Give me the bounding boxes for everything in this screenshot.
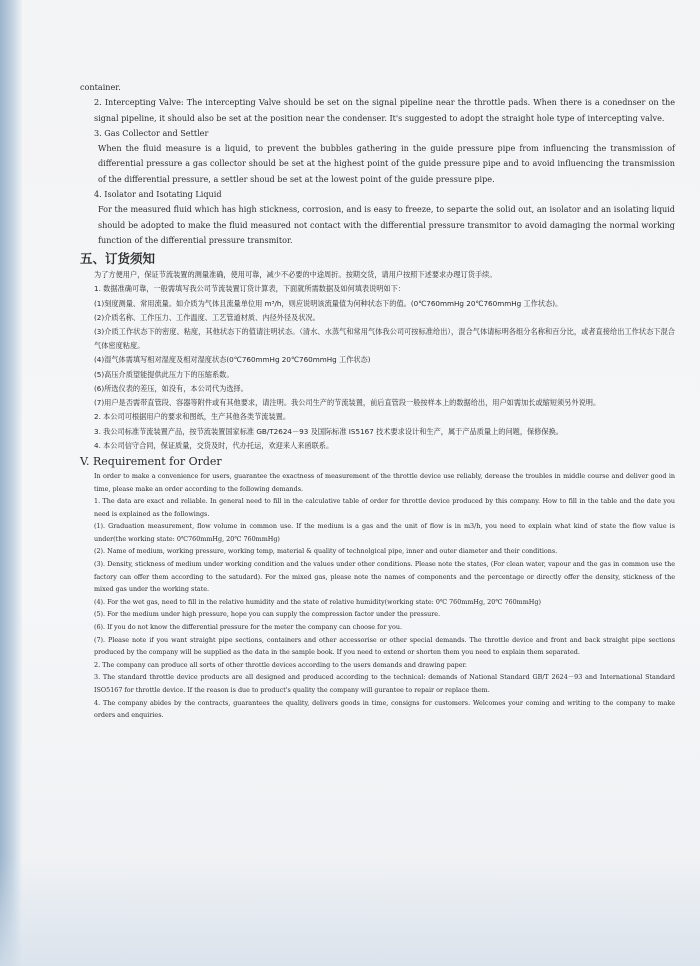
order-line: (2). Name of medium, working pressure, working temp, material & quality of technolgical pipe, inner and outer diameter and their conditions. xyxy=(94,547,558,556)
binding-gutter xyxy=(0,0,22,966)
order-line: (7). Please note if you want straight pipe sections, containers and other accessorise or other special demands. The throttle device and front and back straight pipe sections produced by the company will be supplied as the data in the sample book. If you need to extend or shorten them you need to explain them separated. xyxy=(94,635,675,657)
order-line: 3. The standard throttle device products are all designed and produced according to the technical: demands of National Standard GB/T 2624－93 and International Standard ISO5167 for throttle device. If the reason is due to product's quality the company will gurantee to repair or replace them. xyxy=(94,673,675,694)
cn-line: (7)用户是否需带直管段、容器等附件或有其他要求，请注明。我公司生产的节流装置，前后直管段一般按样本上的数据给出，用户如需加长或缩短须另外说明。 xyxy=(94,398,601,408)
bottom-shade xyxy=(0,856,700,966)
cn-line: 3. 我公司标准节流装置产品，按节流装置国家标准 GB/T2624－93 及国际标准 IS5167 技术要求设计和生产，属于产品质量上的问题，保修保换。 xyxy=(94,426,563,436)
order-line: (6). If you do not know the differential pressure for the meter the company can choose for you. xyxy=(94,623,403,632)
order-line: (5). For the medium under high pressure, hope you can supply the compression factor under the pressure. xyxy=(94,610,441,619)
order-line: 1. The data are exact and reliable. In general need to fill in the calculative table of order for throttle device produced by this company. How to fill in the table and the date you need is explained as the followings. xyxy=(94,497,675,518)
cn-line: (3)介质工作状态下的密度、粘度，其他状态下的值请注明状态。（清水、水蒸气和常用气体我公司可按标准给出），混合气体请标明各组分名称和百分比，或者直接给出工作状态下混合气体密度粘度。 xyxy=(94,327,675,351)
order-line: (4). For the wet gas, need to fill in the relative humidity and the state of relative humidity(working state: 0℃ 760mmHg, 20℃ 760mmHg) xyxy=(94,597,541,606)
order-line: 2. The company can produce all sorts of other throttle devices according to the users demands and drawing paper. xyxy=(94,660,467,669)
page-content xyxy=(80,80,675,722)
heading-gas-collector: 3. Gas Collector and Settler xyxy=(94,127,209,138)
cn-line: 1. 数据准确可靠，一般需填写我公司节流装置订货计算表，下面就所需数据及如何填表说明如下： xyxy=(94,284,406,294)
paragraph-gas-collector: When the fluid measure is a liquid, to prevent the bubbles gathering in the guide pressure pipe from influencing the transmission of differential pressure a gas collector should be set at the highest point of the guide pressure pipe and to avoid influencing the transmission of the differential pressure, a settler shoud be set at the lowest point of the guide pressure pipe. xyxy=(98,143,675,184)
instrument-notes-section xyxy=(80,80,675,248)
order-line: 4. The company abides by the contracts, guarantees the quality, delivers goods in time, consigns for customers. Welcomes your coming and writing to the company to make orders and enquiries. xyxy=(94,698,675,720)
order-line: (3). Density, stickness of medium under working condition and the values under other conditions. Please note the states, (For clean water, vapour and the gas in common use the factory can offer them according to the satudard). For the mixed gas, please note the names of components and the percentage or directly offer the density, stickness of the mixed gas under the working state. xyxy=(94,560,675,594)
section-heading-en: V. Requirement for Order xyxy=(80,454,222,468)
order-line: (1). Graduation measurement, flow volume in common use. If the medium is a gas and the unit of flow is in m3/h, you need to explain what kind of state the flow value is under(the working state: 0℃760mmHg, 20℃ 760mmHg) xyxy=(94,522,675,543)
cn-line: 2. 本公司可根据用户的要求和图纸，生产其他各类节流装置。 xyxy=(94,412,291,422)
paragraph-intercepting-valve: 2. Intercepting Valve: The intercepting Valve should be set on the signal pipeline near the throttle pads. When there is a conednser on the signal pipeline, it should also be set at the position near the condenser. It's suggested to adopt the straight hole type of intercepting valve. xyxy=(94,97,675,123)
section-heading-cn: 五、订货须知 xyxy=(80,251,156,267)
heading-isolator: 4. Isolator and Isotating Liquid xyxy=(94,189,222,200)
cn-line: (5)高压介质望能提供此压力下的压缩系数。 xyxy=(94,369,234,379)
cn-line: (2)介质名称、工作压力、工作温度、工艺管道材质、内径外径及状况。 xyxy=(94,312,320,322)
paragraph-continued: container. xyxy=(80,82,121,92)
order-line: In order to make a convenience for users, guarantee the exactness of measurement of the throttle device use reliably, derease the troubles in middle course and deliver good in time, please make an order according to the following demands. xyxy=(94,471,675,493)
order-requirements-en xyxy=(80,470,675,722)
cn-line: (1)刻度测量、常用流量。如介质为气体且流量单位用 m³/h，则应说明该流量值为何种状态下的值。(0℃760mmHg 20℃760mmHg 工作状态)。 xyxy=(94,298,563,308)
order-notice-cn xyxy=(80,268,675,453)
cn-line: (6)所选仪表的差压，如没有，本公司代为选择。 xyxy=(94,383,248,393)
paragraph-isolator: For the measured fluid which has high stickness, corrosion, and is easy to freeze, to separte the solid out, an isolator and an isolating liquid should be adopted to make the fluid measured not contact with the differential pressure transmitor to avoid damaging the normal working function of the differential pressure transmitor. xyxy=(98,204,675,245)
cn-line: 为了方便用户，保证节流装置的测量准确，使用可靠，减少不必要的中途周折。按期交货，请用户按照下述要求办理订货手续。 xyxy=(94,270,497,280)
cn-line: (4)湿气体需填写相对湿度及相对湿度状态(0℃760mmHg 20℃760mmHg 工作状态) xyxy=(94,355,371,365)
cn-line: 4. 本公司信守合同，保证质量，交货及时，代办托运，欢迎来人来函联系。 xyxy=(94,440,334,450)
